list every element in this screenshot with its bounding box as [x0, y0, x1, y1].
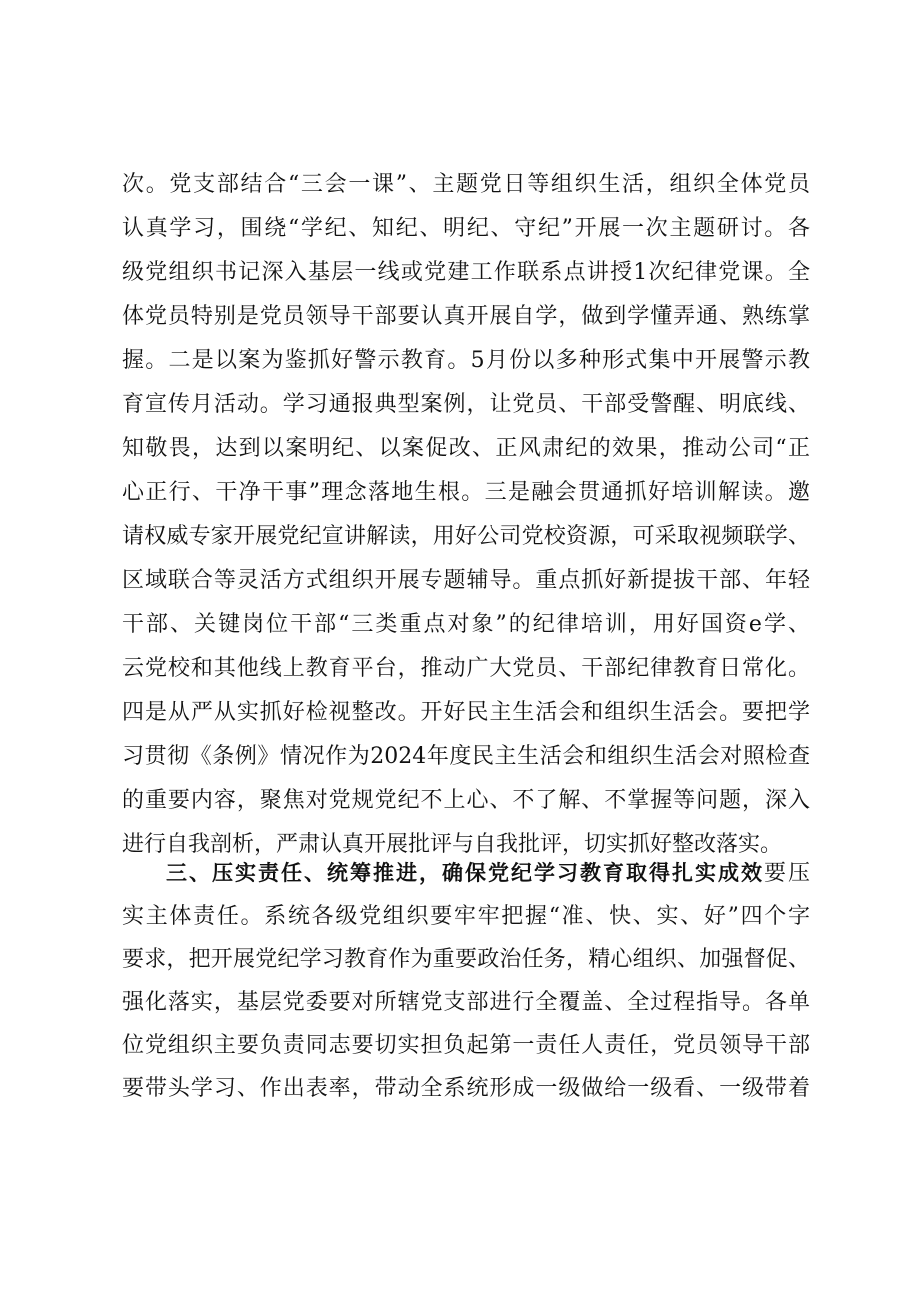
text-line: 区域联合等灵活方式组织开展专题辅导。重点抓好新提拔干部、年轻	[122, 568, 810, 593]
text-line: 心正行、干净干事”理念落地生根。三是融会贯通抓好培训解读。邀	[122, 480, 810, 505]
text-line: 认真学习，围绕“学纪、知纪、明纪、守纪”开展一次主题研讨。各	[122, 216, 810, 241]
paragraph-1	[122, 163, 810, 867]
text-line: 云党校和其他线上教育平台，推动广大党员、干部纪律教育日常化。	[122, 656, 810, 681]
text-line: 要带头学习、作出表率，带动全系统形成一级做给一级看、一级带着	[122, 1076, 810, 1101]
text-line: 握。二是以案为鉴抓好警示教育。5月份以多种形式集中开展警示教	[122, 348, 810, 373]
text-line: 次。党支部结合“三会一课”、主题党日等组织生活，组织全体党员	[122, 172, 810, 197]
section-heading: 三、压实责任、统筹推进，确保党纪学习教育取得扎实成效	[166, 861, 764, 885]
text-line: 位党组织主要负责同志要切实担负起第一责任人责任，党员领导干部	[122, 1033, 810, 1058]
section-heading-line	[122, 852, 810, 895]
text-line: 进行自我剖析，严肃认真开展批评与自我批评，切实抓好整改落实。	[122, 832, 783, 857]
text-line: 要求，把开展党纪学习教育作为重要政治任务，精心组织、加强督促、	[122, 947, 810, 972]
text-line: 强化落实，基层党委要对所辖党支部进行全覆盖、全过程指导。各单	[122, 990, 810, 1015]
text-line: 干部、关键岗位干部“三类重点对象”的纪律培训，用好国资e学、	[122, 612, 810, 637]
text-line: 体党员特别是党员领导干部要认真开展自学，做到学懂弄通、熟练掌	[122, 304, 810, 329]
paragraph-2	[122, 852, 810, 1110]
text-line: 习贯彻《条例》情况作为2024年度民主生活会和组织生活会对照检查	[122, 744, 810, 769]
text-line: 级党组织书记深入基层一线或党建工作联系点讲授1次纪律党课。全	[122, 260, 810, 285]
text-line: 四是从严从实抓好检视整改。开好民主生活会和组织生活会。要把学	[122, 700, 810, 725]
text-line: 请权威专家开展党纪宣讲解读，用好公司党校资源，可采取视频联学、	[122, 524, 810, 549]
text-line: 实主体责任。系统各级党组织要牢牢把握“准、快、实、好”四个字	[122, 904, 810, 929]
text-line: 的重要内容，聚焦对党规党纪不上心、不了解、不掌握等问题，深入	[122, 788, 810, 813]
heading-line-rest: 要压	[763, 861, 810, 886]
text-line: 育宣传月活动。学习通报典型案例，让党员、干部受警醒、明底线、	[122, 392, 810, 417]
text-line: 知敬畏，达到以案明纪、以案促改、正风肃纪的效果，推动公司“正	[122, 436, 810, 461]
